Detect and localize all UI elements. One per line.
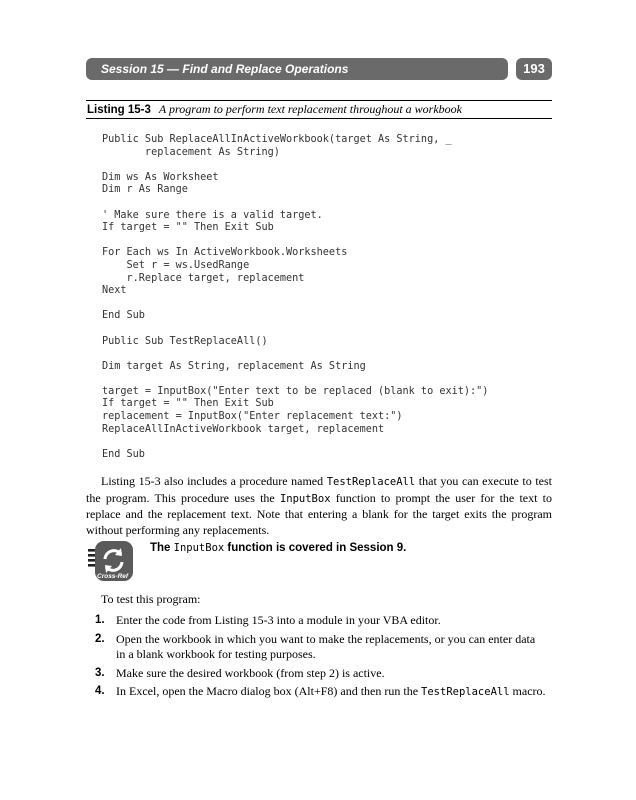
cross-ref-text: The [150, 542, 174, 554]
list-item [86, 632, 546, 663]
paragraph-text: that you can execute to test the program. This procedure uses the [86, 474, 552, 505]
cross-ref-label: Cross-Ref [97, 573, 129, 580]
list-item [86, 613, 546, 629]
inline-code: TestReplaceAll [421, 686, 510, 698]
paragraph-text: Listing 15-3 also includes a procedure named [101, 474, 327, 488]
session-title: Session 15 — Find and Replace Operations [101, 62, 349, 76]
step-text: macro. [509, 684, 546, 698]
step-text: Enter the code from Listing 15-3 into a module in your VBA editor. [116, 613, 441, 627]
body-paragraph [86, 474, 552, 538]
step-number: 3. [95, 666, 105, 679]
inline-code: InputBox [279, 492, 331, 505]
cross-ref-icon [88, 540, 134, 582]
cross-ref-text: function is covered in Session 9. [224, 542, 407, 554]
caption-rule-bottom [86, 118, 552, 119]
step-text: Make sure the desired workbook (from step 2) is active. [116, 665, 385, 680]
inline-code: InputBox [173, 542, 225, 554]
steps-list [86, 613, 546, 704]
listing-description: A program to perform text replacement throughout a workbook [158, 102, 462, 116]
step-text: In Excel, open the Macro dialog box (Alt+F8) and then run the [116, 684, 422, 698]
paragraph-text: function to prompt the user for the text to replace and the replacement text. Note that entering a blank for the target exits the program without performing any replacements. [86, 490, 552, 537]
inline-code: TestReplaceAll [326, 476, 416, 488]
caption-rule-top [86, 100, 552, 101]
running-header [86, 58, 508, 80]
code-listing: Public Sub ReplaceAllInActiveWorkbook(target As String, _ replacement As String) Dim ws As Worksheet Dim r As Range ' Make sure there is a valid target. If target = "" Then Exit Sub For Each ws In ActiveWorkbook.Worksheets Set r = ws.UsedRange r.Replace target, replacement Next End Sub Public Sub TestReplaceAll() Dim target As String, replacement As String target = InputBox("Enter text to be replaced (blank to exit):") If target = "" Then Exit Sub replacement = InputBox("Enter replacement text:") ReplaceAllInActiveWorkbook target, replacement End Sub [102, 134, 489, 460]
page-number: 193 [516, 58, 552, 80]
list-item [86, 684, 546, 701]
step-number: 1. [95, 614, 105, 626]
listing-caption [87, 102, 462, 118]
list-item [86, 666, 546, 682]
step-number: 4. [95, 685, 105, 697]
cross-ref-note [150, 541, 406, 555]
listing-label: Listing 15-3 [87, 104, 151, 116]
step-text: Open the workbook in which you want to make the replacements, or you can enter data in a blank workbook for testing purposes. [116, 631, 536, 661]
step-number: 2. [95, 632, 105, 645]
steps-intro: To test this program: [101, 592, 201, 606]
